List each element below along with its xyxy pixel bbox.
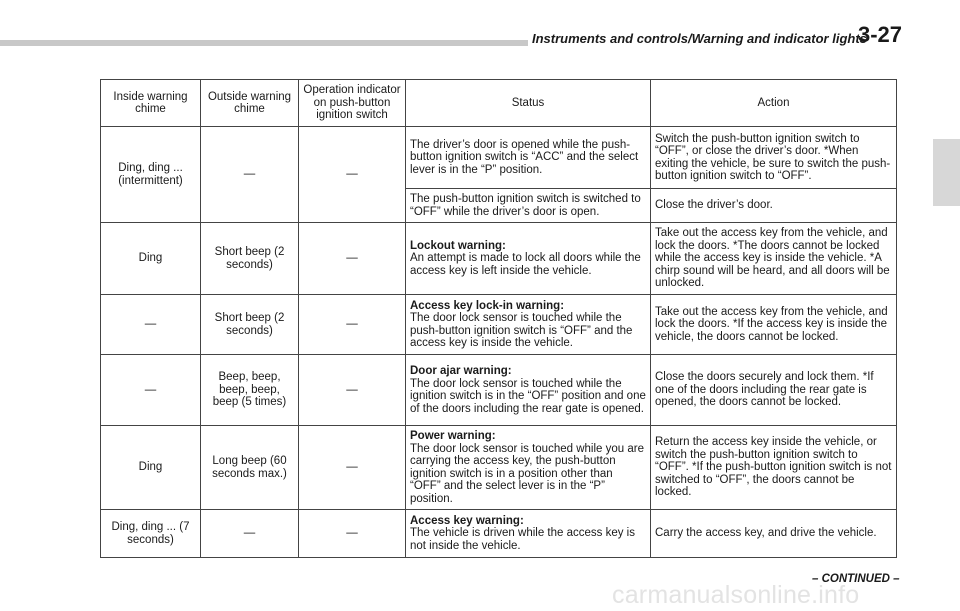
outside-chime-cell: —: [201, 510, 299, 558]
page-number: 3-27: [858, 22, 903, 47]
table-row: [101, 426, 897, 510]
outside-chime-cell: Short beep (2 seconds): [201, 223, 299, 295]
table-row: [101, 295, 897, 355]
status-text: The driver’s door is opened while the push-button ignition switch is “ACC” and the select lever is in the “P” position.: [410, 138, 639, 176]
status-heading: Power warning:: [410, 430, 496, 442]
col-header-status: Status: [406, 80, 651, 127]
watermark: carmanualsonline.info: [612, 581, 860, 609]
col-header-inside-chime: Inside warning chime: [101, 80, 201, 127]
action-cell: Take out the access key from the vehicle, and lock the doors. *The doors cannot be locked while the access key is inside the vehicle. *A chirp sound will be heard, and all doors will be unlocked.: [651, 223, 897, 295]
chapter-tab: [933, 139, 960, 206]
col-header-operation-indicator: Operation indicator on push-button ignition switch: [299, 80, 406, 127]
indicator-cell: —: [299, 127, 406, 223]
status-text: The door lock sensor is touched while the push-button ignition switch is “OFF” and the access key is inside the vehicle.: [410, 312, 633, 349]
table-row: [101, 127, 897, 189]
warning-chime-table: [100, 79, 897, 558]
status-cell: [406, 355, 651, 426]
action-cell: Return the access key inside the vehicle, or switch the push-button ignition switch to “OFF”. *If the push-button ignition switch is not switched to “OFF”, the doors cannot be locked.: [651, 426, 897, 510]
status-heading: Access key warning:: [410, 514, 524, 527]
indicator-cell: —: [299, 223, 406, 295]
status-text: The door lock sensor is touched while the ignition switch is in the “OFF” position and one of the doors including the rear gate is opened.: [410, 377, 646, 415]
continued-label: – CONTINUED –: [812, 573, 900, 585]
status-text: The push-button ignition switch is switched to “OFF” while the driver’s door is open.: [410, 193, 641, 218]
indicator-cell: —: [299, 426, 406, 510]
action-cell: Take out the access key from the vehicle, and lock the doors. *If the access key is inside the vehicle, the doors cannot be locked.: [651, 295, 897, 355]
status-text: The vehicle is driven while the access key is not inside the vehicle.: [410, 527, 635, 552]
status-cell: [406, 127, 651, 189]
indicator-cell: —: [299, 510, 406, 558]
status-cell: [406, 295, 651, 355]
table-row: [101, 355, 897, 426]
section-title: Instruments and controls/Warning and indicator lights: [532, 31, 867, 46]
action-cell: Close the driver’s door.: [651, 189, 897, 223]
indicator-cell: —: [299, 295, 406, 355]
indicator-cell: —: [299, 355, 406, 426]
outside-chime-cell: —: [201, 127, 299, 223]
action-cell: Carry the access key, and drive the vehicle.: [651, 510, 897, 558]
inside-chime-cell: —: [101, 355, 201, 426]
col-header-outside-chime: Outside warning chime: [201, 80, 299, 127]
inside-chime-cell: Ding, ding ... (7 seconds): [101, 510, 201, 558]
inside-chime-cell: Ding: [101, 426, 201, 510]
col-header-action: Action: [651, 80, 897, 127]
status-heading: Door ajar warning:: [410, 365, 512, 377]
status-text: The door lock sensor is touched while you are carrying the access key, the push-button ignition switch is in a position other than “OFF” and the select lever is in the “P” position.: [410, 442, 644, 505]
status-text: An attempt is made to lock all doors while the access key is left inside the vehicle.: [410, 252, 641, 277]
inside-chime-cell: Ding, ding ... (intermittent): [101, 127, 201, 223]
status-cell: [406, 223, 651, 295]
outside-chime-cell: Short beep (2 seconds): [201, 295, 299, 355]
inside-chime-cell: —: [101, 295, 201, 355]
status-heading: Lockout warning:: [410, 239, 506, 252]
header-rule: [0, 40, 528, 46]
status-cell: [406, 510, 651, 558]
status-cell: [406, 426, 651, 510]
inside-chime-cell: Ding: [101, 223, 201, 295]
status-cell: [406, 189, 651, 223]
outside-chime-cell: Long beep (60 seconds max.): [201, 426, 299, 510]
outside-chime-cell: Beep, beep, beep, beep, beep (5 times): [201, 355, 299, 426]
action-cell: Switch the push-button ignition switch to “OFF”, or close the driver’s door. *When exiting the vehicle, be sure to switch the push-button ignition switch to “OFF”.: [651, 127, 897, 189]
table-header-row: [101, 80, 897, 127]
status-heading: Access key lock-in warning:: [410, 299, 565, 312]
table-row: [101, 223, 897, 295]
action-cell: Close the doors securely and lock them. *If one of the doors including the rear gate is opened, the doors cannot be locked.: [651, 355, 897, 426]
table-row: [101, 510, 897, 558]
